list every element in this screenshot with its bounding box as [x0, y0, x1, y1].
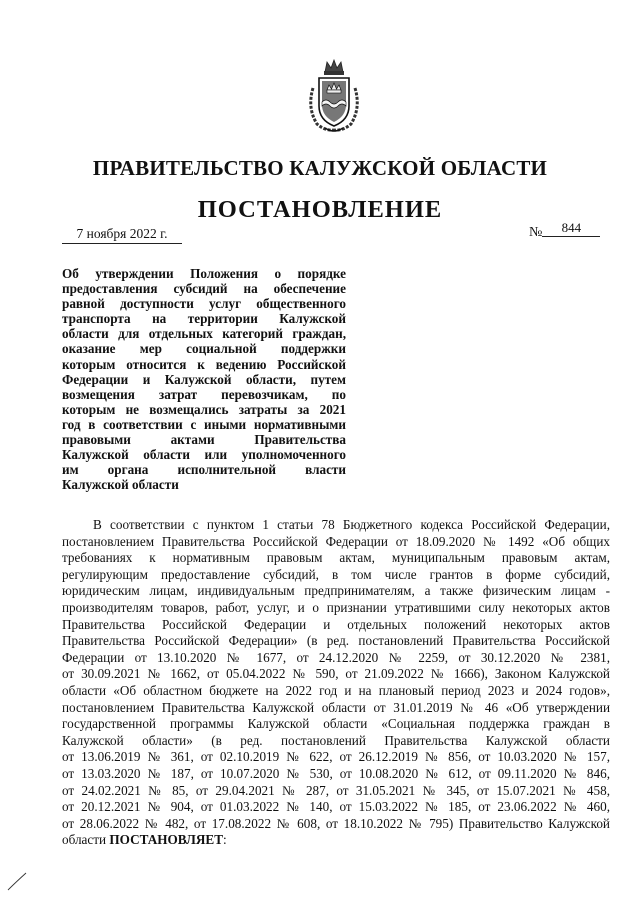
body-line: от 28.06.2022 № 482, от 17.08.2022 № 608, от 18.10.2022 № 795) Правительство Калужской [62, 815, 610, 831]
body-line: от 13.06.2019 № 361, от 02.10.2019 № 622, от 26.12.2019 № 856, от 10.03.2020 № 157, [62, 749, 610, 765]
subject-line: оказание мер социальной поддержки [62, 341, 346, 357]
body-line: области «Об областном бюджете на 2022 год и на плановый период 2023 и 2024 годов», [62, 682, 610, 698]
subject-line: Об утверждении Положения о порядке [62, 266, 346, 281]
body-line: постановлением Правительства Калужской области от 31.01.2019 № 46 «Об утверждении [62, 699, 610, 715]
subject-line: возмещения затрат перевозчикам, по [62, 386, 346, 402]
body-line: регулирующим предоставление субсидий, в том числе грантов в форме субсидий, [62, 566, 610, 582]
kaluga-coat-of-arms-icon [303, 58, 365, 134]
document-date: 7 ноября 2022 г. [62, 226, 182, 244]
subject-line: год в соответствии с иными нормативными [62, 416, 346, 432]
body-line: государственной программы Калужской области «Социальная поддержка граждан в [62, 716, 610, 732]
closing-prefix: области [62, 832, 110, 848]
body-line: от 13.03.2020 № 187, от 10.07.2020 № 530, от 10.08.2020 № 612, от 09.11.2020 № 846, [62, 765, 610, 781]
body-line: В соответствии с пунктом 1 статьи 78 Бюджетного кодекса Российской Федерации, [93, 517, 610, 532]
subject-line: правовыми актами Правительства [62, 432, 346, 448]
closing-suffix: : [223, 832, 227, 848]
body-line: Правительства Российской Федерации» (в ред. постановлений Правительства Российской [62, 633, 610, 649]
government-name: ПРАВИТЕЛЬСТВО КАЛУЖСКОЙ ОБЛАСТИ [92, 156, 548, 180]
subject-line: Калужской области или уполномоченного [62, 447, 346, 463]
document-number-block [529, 220, 600, 241]
subject-line: равной доступности услуг общественного [62, 296, 346, 312]
document-body [62, 517, 610, 849]
body-line: от 24.02.2021 № 85, от 29.04.2021 № 287, от 31.05.2021 № 345, от 15.07.2021 № 458, [62, 782, 610, 798]
body-line: от 20.12.2021 № 904, от 01.03.2022 № 140, от 15.03.2022 № 185, от 23.06.2022 № 460, [62, 799, 610, 815]
body-line: от 30.09.2021 № 1662, от 05.04.2022 № 590, от 21.09.2022 № 1666), Законом Калужской [62, 666, 610, 682]
body-line: постановлением Правительства Российской Федерации от 18.09.2020 № 1492 «Об общих [62, 533, 610, 549]
document-number: 844 [542, 220, 600, 237]
resolution-verb: ПОСТАНОВЛЯЕТ [109, 832, 224, 848]
subject-line: Калужской области [62, 477, 179, 493]
pen-stroke-icon [6, 870, 28, 892]
body-line: производителям товаров, работ, услуг, и о признании утратившими силу некоторых актов [62, 599, 610, 615]
body-line: требованиях к нормативным правовым актам, муниципальным правовым актам, [62, 550, 610, 566]
number-sign: № [529, 225, 543, 240]
body-closing-line [62, 832, 610, 849]
body-line: Калужской области» (в ред. постановлений Правительства Калужской области [62, 732, 610, 748]
document-type-title: ПОСТАНОВЛЕНИЕ [197, 196, 443, 223]
document-subject [62, 266, 346, 492]
subject-line: которым не возмещались затраты за 2021 [62, 401, 346, 417]
body-line: юридическим лицам, индивидуальным предпринимателям, а также физическим лицам - [62, 583, 610, 599]
subject-line: предоставления субсидий на обеспечение [62, 281, 346, 297]
subject-line: транспорта на территории Калужской [62, 311, 346, 327]
subject-line: Федерации и Калужской области, путем [62, 371, 346, 387]
subject-line: которым относится к ведению Российской [62, 356, 346, 372]
subject-line: им органа исполнительной власти [62, 462, 346, 478]
body-line: Правительства Российской Федерации и отдельных положений некоторых актов [62, 616, 610, 632]
subject-line: области для отдельных категорий граждан, [62, 326, 346, 342]
body-line: Федерации от 13.10.2020 № 1677, от 24.12.2020 № 2259, от 30.12.2020 № 2381, [62, 649, 610, 665]
